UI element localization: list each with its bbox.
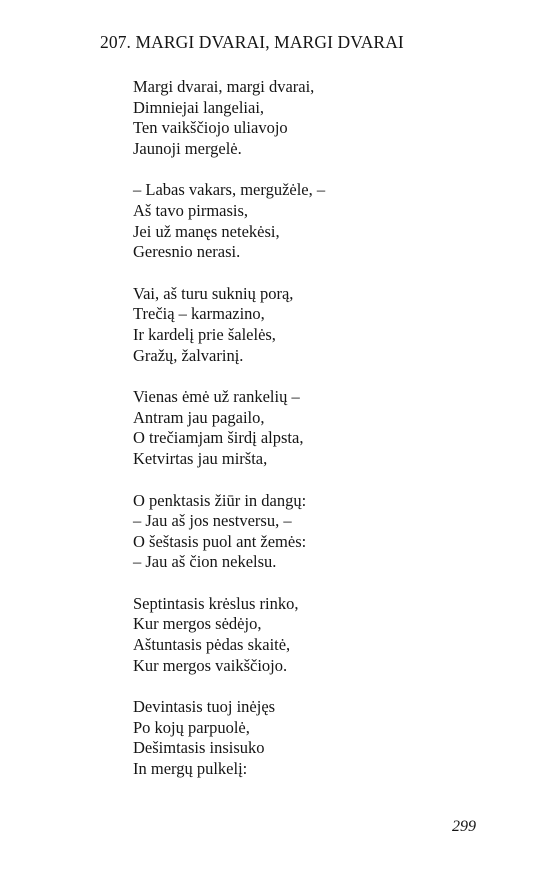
poem-line: Aš tavo pirmasis, — [133, 200, 249, 220]
stanza — [133, 77, 513, 159]
stanza — [133, 697, 513, 779]
poem-line: O trečiamjam širdį alpsta, — [133, 428, 304, 448]
poem-line: Ten vaikščiojo uliavojo — [133, 118, 288, 138]
stanza — [133, 491, 513, 573]
page-number: 299 — [452, 818, 476, 835]
poem-line: In mergų pulkelį: — [133, 759, 248, 779]
poem-line: Ketvirtas jau miršta, — [133, 448, 268, 468]
poem-line: Kur mergos sėdėjo, — [133, 614, 262, 634]
stanza — [133, 180, 513, 262]
poem-line: Septintasis krėslus rinko, — [133, 593, 299, 613]
poem-line: Margi dvarai, margi dvarai, — [133, 77, 315, 96]
poem-line: – Jau aš čion nekelsu. — [133, 552, 277, 572]
stanza — [133, 594, 513, 676]
stanza — [133, 387, 513, 469]
poem-line: O penktasis žiūr in dangų: — [133, 490, 307, 510]
poem-line: – Labas vakars, mergužėle, – — [133, 180, 326, 200]
poem-line: Geresnio nerasi. — [133, 242, 241, 262]
poem-line: Kur mergos vaikščiojo. — [133, 655, 288, 675]
poem-line: Po kojų parpuolė, — [133, 717, 250, 737]
poem-line: Jei už manęs netekėsi, — [133, 221, 280, 241]
poem-line: Dimniejai langeliai, — [133, 97, 265, 117]
poem-line: Antram jau pagailo, — [133, 407, 265, 427]
poem-line: Ir kardelį prie šalelės, — [133, 324, 276, 344]
poem-line: Vai, aš turu suknių porą, — [133, 283, 294, 303]
poem-body — [133, 77, 513, 801]
poem-line: Gražų, žalvarinį. — [133, 345, 244, 365]
poem-line: Aštuntasis pėdas skaitė, — [133, 635, 291, 655]
stanza — [133, 284, 513, 366]
poem-line: Trečią – karmazino, — [133, 304, 265, 324]
poem-heading: 207. MARGI DVARAI, MARGI DVARAI — [100, 32, 404, 52]
poem-line: Dešimtasis insisuko — [133, 738, 265, 758]
poem-line: – Jau aš jos nestversu, – — [133, 511, 292, 531]
poem-line: O šeštasis puol ant žemės: — [133, 531, 307, 551]
poem-line: Devintasis tuoj inėjęs — [133, 697, 276, 717]
poem-line: Jaunoji mergelė. — [133, 138, 242, 158]
poem-line: Vienas ėmė už rankelių – — [133, 387, 300, 407]
